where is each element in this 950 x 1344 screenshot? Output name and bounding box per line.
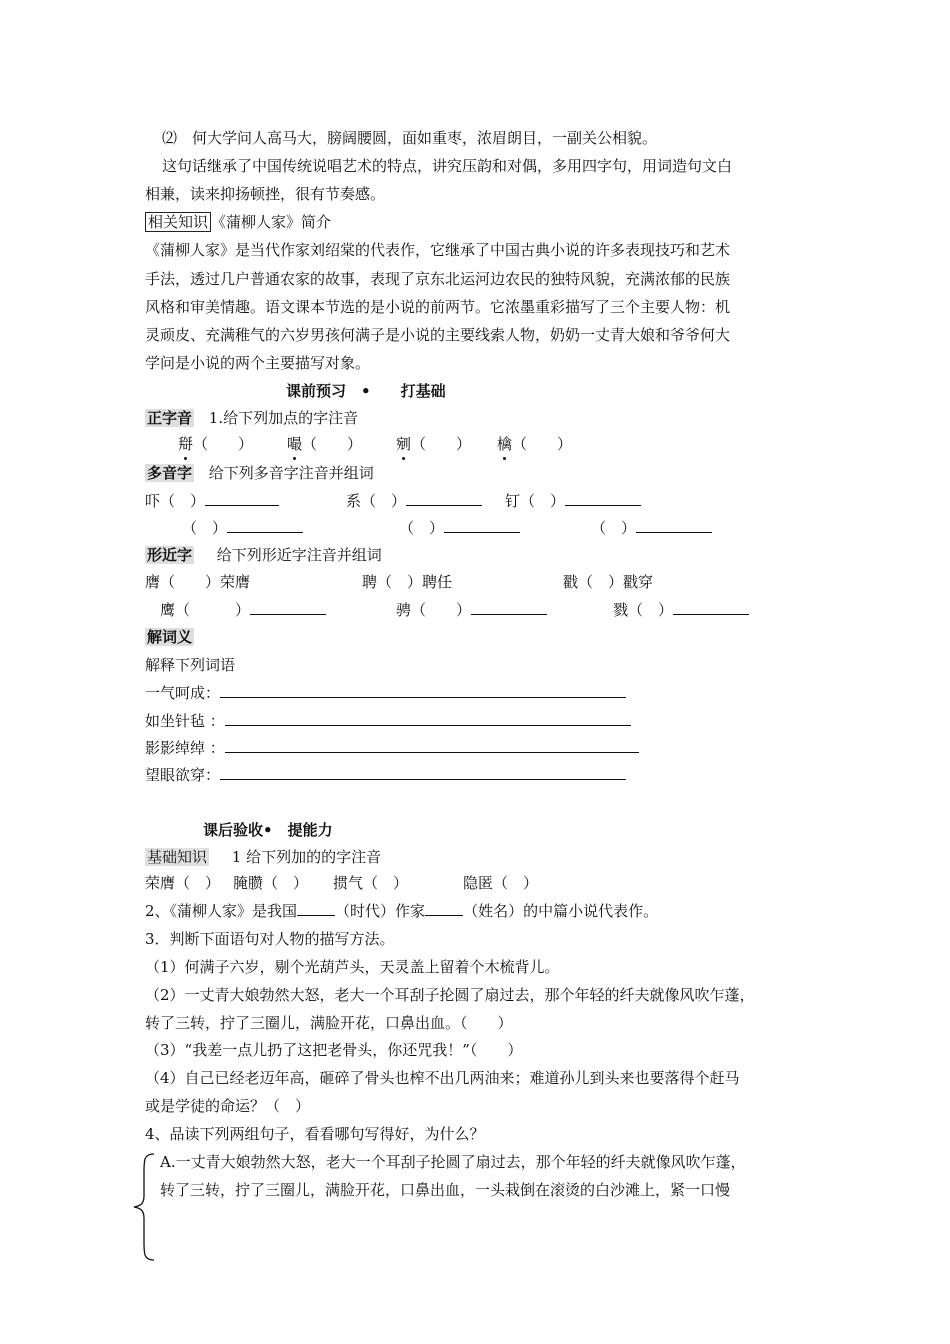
related-title: 《蒲柳人家》简介 [211, 213, 332, 231]
duoyin-item-2b: （ ） [399, 517, 520, 539]
xingjin-item-1: 膺（ ）荣膺 [145, 573, 251, 591]
question-3-item-4a: （4）自己已经老迈年高，砸碎了骨头也榨不出几两油来；难道孙儿到头来也要落得个赶马 [145, 1069, 740, 1087]
duoyin-row [145, 462, 374, 484]
jichu-item-4: 隐匿（ ） [463, 874, 539, 892]
question-4-a-line-1: A.一丈青大娘勃然大怒，老大一个耳刮子抡圆了扇过去，那个年轻的纤夫就像风吹乍蓬， [160, 1153, 746, 1171]
question-3-item-3: （3）“我差一点儿扔了这把老骨头，你还咒我！”（ ） [145, 1041, 523, 1059]
jieci-item-4: 望眼欲穿： [145, 764, 626, 786]
question-2: 2、《蒲柳人家》是我国 （时代）作家 （姓名）的中篇小说代表作。 [145, 902, 659, 920]
answer-blank[interactable] [444, 517, 520, 533]
jieci-item-1: 一气呵成： [145, 682, 626, 704]
answer-blank[interactable] [673, 599, 749, 615]
related-para-4: 灵顽皮、充满稚气的六岁男孩何满子是小说的主要线索人物，奶奶一丈青大娘和爷爷何大 [145, 326, 731, 344]
xingjin-row [145, 544, 382, 566]
xingjin-item-6: 戮（ ） [613, 599, 749, 621]
jichu-prompt: 1 给下列加的的字注音 [231, 848, 382, 866]
jichu-item-1: 荣膺（ ） [145, 874, 221, 892]
related-heading [145, 211, 331, 233]
xingjin-prompt: 给下列形近字注音并组词 [216, 546, 382, 564]
curly-brace-icon [132, 1152, 156, 1262]
zhengzi-row [145, 407, 358, 429]
analysis-line-2: 这句话继承了中国传统说唱艺术的特点，讲究压韵和对偶，多用四字句，用词造句文白 [162, 157, 733, 175]
question-3-item-4b: 或是学徒的命运？（ ） [145, 1097, 311, 1115]
question-3-item-2b: 转了三转，拧了三圈儿，满脸开花，口鼻出血。（ ） [145, 1014, 513, 1032]
jieci-tag: 解词义 [147, 628, 193, 646]
related-para-1: 《蒲柳人家》是当代作家刘绍棠的代表作，它继承了中国古典小说的许多表现技巧和艺术 [145, 241, 731, 259]
answer-blank[interactable] [565, 490, 641, 506]
xingjin-item-2: 聘（ ）聘任 [362, 573, 453, 591]
question-4-a-line-2: 转了三转，拧了三圈儿，满脸开花，口鼻出血，一头栽倒在滚烫的白沙滩上，紧一口慢 [160, 1181, 731, 1199]
answer-blank[interactable] [220, 682, 626, 698]
pre-heading: 课前预习 • 打基础 [286, 382, 446, 400]
answer-blank[interactable] [225, 737, 639, 753]
duoyin-item-2: 系（ ） [346, 490, 482, 512]
answer-blank[interactable] [297, 900, 335, 916]
post-heading: 课后验收• 提能力 [203, 821, 333, 839]
zhengzi-item-2: 嘬（ ） [287, 435, 363, 453]
xingjin-item-3: 戳（ ）戳穿 [563, 573, 654, 591]
jichu-tag: 基础知识 [147, 848, 208, 866]
zhengzi-item-3: 剜（ ） [396, 435, 472, 453]
jieci-prompt: 解释下列词语 [145, 656, 236, 674]
analysis-line-3: 相兼，读来抑扬顿挫，很有节奏感。 [145, 185, 386, 203]
duoyin-item-3b: （ ） [591, 517, 712, 539]
zhengzi-item-1: 搿（ ） [178, 435, 254, 453]
question-3-item-1: （1）何满子六岁，剔个光葫芦头，天灵盖上留着个木梳背儿。 [145, 958, 560, 976]
question-4-title: 4、品读下列两组句子，看看哪句写得好，为什么？ [145, 1125, 485, 1143]
xingjin-item-5: 骋（ ） [396, 599, 547, 621]
duoyin-item-1: 吓（ ） [145, 490, 279, 512]
related-para-3: 风格和审美情趣。语文课本节选的是小说的前两节。它浓墨重彩描写了三个主要人物：机 [145, 298, 731, 316]
answer-blank[interactable] [220, 764, 626, 780]
related-para-2: 手法，透过几户普通农家的故事，表现了京东北运河边农民的独特风貌，充满浓郁的民族 [145, 270, 731, 288]
duoyin-item-3: 钉（ ） [505, 490, 641, 512]
answer-blank[interactable] [227, 517, 303, 533]
answer-blank[interactable] [406, 490, 482, 506]
jichu-row [145, 846, 381, 868]
duoyin-item-1b: （ ） [182, 517, 303, 539]
answer-blank[interactable] [636, 517, 712, 533]
related-tag: 相关知识 [145, 212, 211, 232]
question-3-title: 3．判断下面语句对人物的描写方法。 [145, 930, 395, 948]
zhengzi-item-4: 檎（ ） [497, 435, 573, 453]
zhengzi-prompt: 1.给下列加点的字注音 [208, 409, 359, 427]
duoyin-prompt: 给下列多音字注音并组词 [208, 464, 374, 482]
jichu-item-2: 腌臜（ ） [233, 874, 309, 892]
jieci-item-2: 如坐针毡 ： [145, 710, 631, 732]
answer-blank[interactable] [471, 599, 547, 615]
xingjin-tag: 形近字 [147, 546, 193, 564]
answer-blank[interactable] [250, 599, 326, 615]
jichu-item-3: 掼气（ ） [333, 874, 409, 892]
related-para-5: 学问是小说的两个主要描写对象。 [145, 354, 371, 372]
jieci-item-3: 影影绰绰 ： [145, 737, 639, 759]
jieci-row [145, 626, 194, 648]
analysis-line-1: ⑵ 何大学问人高马大，膀阔腰圆，面如重枣，浓眉朗目，一副关公相貌。 [162, 129, 658, 147]
xingjin-item-4: 鹰（ ） [160, 599, 326, 621]
question-3-item-2a: （2）一丈青大娘勃然大怒，老大一个耳刮子抡圆了扇过去，那个年轻的纤夫就像风吹乍蓬， [145, 986, 755, 1004]
duoyin-tag: 多音字 [147, 464, 193, 482]
zhengzi-tag: 正字音 [147, 409, 193, 427]
answer-blank[interactable] [425, 900, 463, 916]
answer-blank[interactable] [225, 710, 631, 726]
answer-blank[interactable] [205, 490, 279, 506]
